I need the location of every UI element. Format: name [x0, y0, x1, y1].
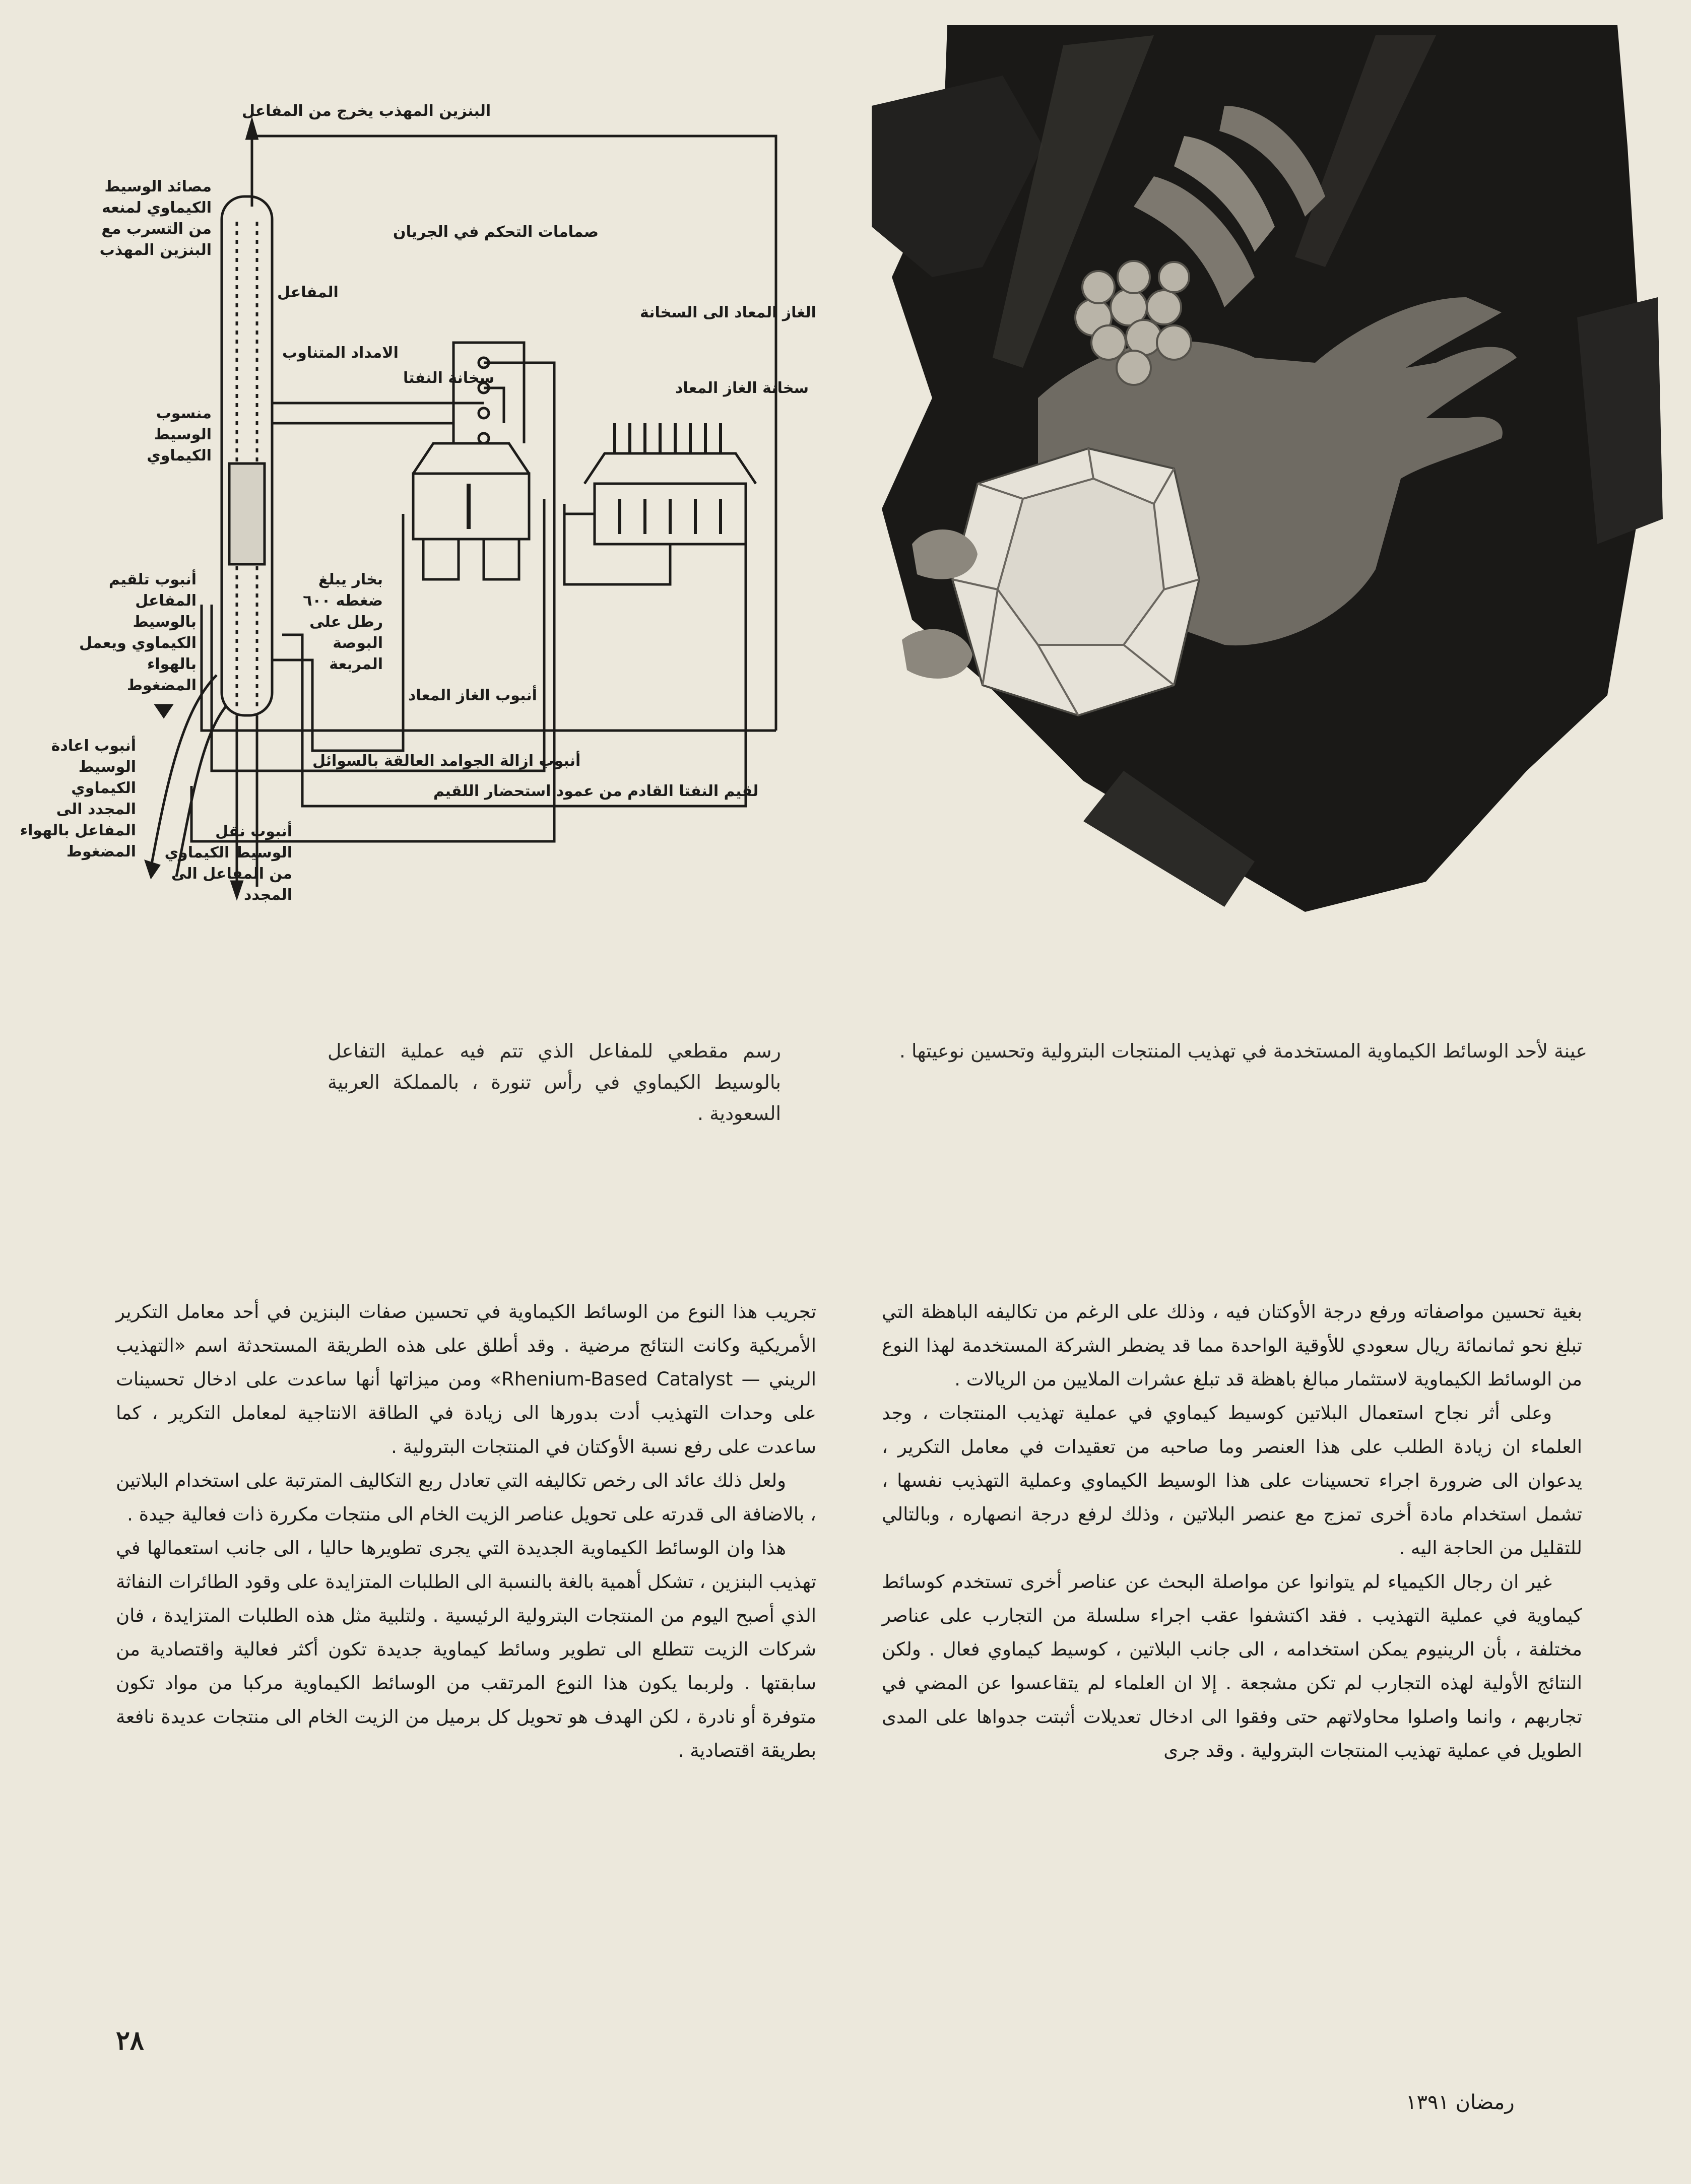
label-reactor: المفاعل: [277, 284, 339, 301]
label-solids-pipe: أنبوب ازالة الجوامد العالقة بالسوائل: [312, 752, 581, 770]
label-recycled-gas-to-heater: الغاز المعاد الى السخانة: [640, 304, 816, 321]
catalyst-sample-photo: [872, 15, 1668, 917]
reactor-cross-section-diagram: [0, 81, 857, 947]
label-catalyst-traps: مصائد الوسيط الكيماوي لمنعه من التسرب مع البنزين المهذب: [99, 178, 212, 259]
label-catalyst-level: منسوب الوسيط الكيماوي: [147, 405, 212, 465]
label-flow-valves: صمامات التحكم في الجريان: [393, 223, 599, 241]
paragraph: هذا وان الوسائط الكيماوية الجديدة التي يجرى تطويرها حاليا ، الى جانب استعمالها في تهذيب البنزين ، تشكل أهمية بالغة بالنسبة الى الطلبات المتزايدة على وقود الطائرات النفاثة الذي أصبح اليوم من المنتجات البترولية الرئيسية . ولتلبية مثل هذه الطلبات المتزايدة ، فان شركات الزيت تتطلع الى تطوير وسائط كيماوية جديدة تكون أكثر فعالية واقتصادية من سابقتها . ولربما يكون هذا النوع المرتقب من الوسائط الكيماوية مركبا من مواد تكون متوفرة أو نادرة ، لكن الهدف هو تحويل كل برميل من الزيت الخام الى منتجات عديدة نافعة بطريقة اقتصادية .: [116, 1537, 816, 1761]
paragraph: وعلى أثر نجاح استعمال البلاتين كوسيط كيماوي في عملية تهذيب المنتجات ، وجد العلماء ان زيادة الطلب على هذا العنصر وما صاحبه من تعقيدات في معامل التكرير ، يدعوان الى ضرورة اجراء تحسينات على هذا الوسيط الكيماوي وعملية التهذيب نفسها ، تشمل استخدام مادة أخرى تمزج مع عنصر البلاتين ، وذلك لرفع درجة انصهاره ، وبالتالي للتقليل من الحاجة اليه .: [882, 1402, 1582, 1559]
photo-caption: عينة لأحد الوسائط الكيماوية المستخدمة في تهذيب المنتجات البترولية وتحسين نوعيتها .: [899, 1040, 1587, 1062]
article-right-column: [882, 1295, 1582, 1767]
paragraph: غير ان رجال الكيمياء لم يتوانوا عن مواصلة البحث عن عناصر أخرى تستخدم كوسائط كيماوية في عملية التهذيب . فقد اكتشفوا عقب اجراء سلسلة من التجارب على عناصر مختلفة ، بأن الرينيوم يمكن استخدامه ، الى جانب البلاتين ، كوسيط كيماوي فعال . ولكن النتائج الأولية لهذه التجارب لم تكن مشجعة . إلا ان العلماء لم يتقاعسوا عن المضي في تجاربهم ، وانما واصلوا محاولاتهم حتى وفقوا الى ادخال تعديلات أثبتت جدواها على المدى الطويل في عملية تهذيب المنتجات البترولية . وقد جرى: [882, 1571, 1582, 1761]
paragraph: بغية تحسين مواصفاته ورفع درجة الأوكتان فيه ، وذلك على الرغم من تكاليفه الباهظة التي تبلغ نحو ثمانمائة ريال سعودي للأوقية الواحدة مما قد يضطر الشركة المستخدمة لهذا النوع من الوسائط الكيماوية لاستثمار مبالغ باهظة قد تبلغ عشرات الملايين من الريالات .: [882, 1301, 1582, 1390]
label-recycled-gas-heater: سخانة الغاز المعاد: [675, 379, 809, 397]
label-naphtha-feed: لقيم النفتا القادم من عمود استحضار اللقيم: [433, 782, 759, 800]
page-number: ٢٨: [116, 2025, 144, 2056]
issue-date: رمضان ١٣٩١: [1406, 2091, 1515, 2114]
label-alternate-feed: الامداد المتناوب: [282, 344, 399, 362]
label-gasoline-out: البنزين المهذب يخرج من المفاعل: [242, 102, 491, 120]
label-transfer-pipe: أنبوب نقل الوسيط الكيماوي من المفاعل الى المجدد: [164, 823, 292, 904]
label-naphtha-heater: سخانة النفتا: [403, 369, 495, 387]
label-return-pipe: أنبوب اعادة الوسيط الكيماوي المجدد الى المفاعل بالهواء المضغوط: [20, 737, 136, 861]
paragraph: تجريب هذا النوع من الوسائط الكيماوية في تحسين صفات البنزين في أحد معامل التكرير الأمريكية وكانت النتائج مرضية . وقد أطلق على هذه الطريقة المستحدثة اسم «التهذيب الريني — Rhenium-Based Catalyst» ومن ميزاتها أنها ساعدت على ادخال تحسينات على وحدات التهذيب أدت بدورها الى زيادة في الطاقة الانتاجية لمعامل التكرير ، كما ساعدت على رفع نسبة الأوكتان في المنتجات البترولية .: [116, 1301, 817, 1458]
label-recycled-gas-pipe: أنبوب الغاز المعاد: [408, 687, 537, 704]
label-steam: بخار يبلغ ضغطه ٦٠٠ رطل على البوصة المربعة: [303, 571, 383, 673]
diagram-caption: رسم مقطعي للمفاعل الذي تتم فيه عملية التفاعل بالوسيط الكيماوي في رأس تنورة ، بالمملكة العربية السعودية .: [328, 1040, 781, 1124]
label-feed-pipe: أنبوب تلقيم المفاعل بالوسيط الكيماوي ويعمل بالهواء المضغوط: [79, 571, 197, 694]
paragraph: ولعل ذلك عائد الى رخص تكاليفه التي تعادل ربع التكاليف المترتبة على استخدام البلاتين ، بالاضافة الى قدرته على تحويل عناصر الزيت الخام الى منتجات مكررة ذات فعالية جيدة .: [116, 1470, 816, 1525]
article-left-column: [116, 1295, 816, 1767]
